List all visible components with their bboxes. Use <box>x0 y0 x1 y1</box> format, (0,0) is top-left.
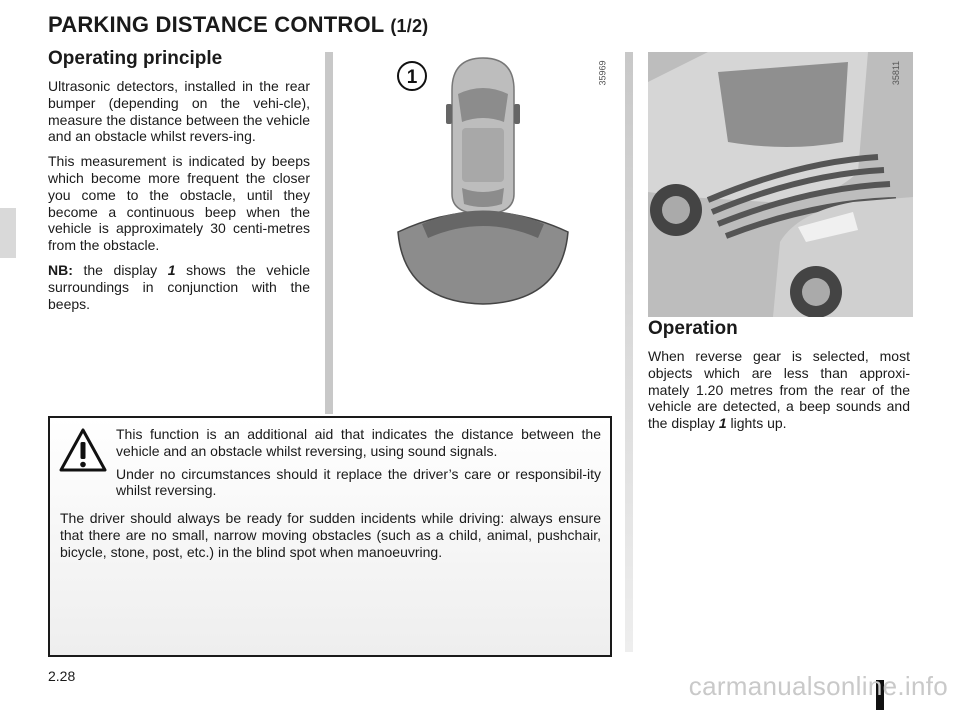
following-car-wheel-hub <box>802 278 830 306</box>
operation-text-after: lights up. <box>726 415 787 432</box>
warning-text-indented <box>116 426 601 505</box>
watermark: carmanualsonline.info <box>688 671 948 701</box>
callout-number: 1 <box>406 67 418 88</box>
column-divider-left <box>325 52 333 414</box>
page-title-suffix: (1/2) <box>390 16 429 36</box>
car-roof <box>462 128 504 182</box>
section-tab-marker <box>0 208 16 258</box>
page-title <box>48 12 428 38</box>
operation-display-ref: 1 <box>718 415 727 432</box>
nb-display-ref: 1 <box>167 261 176 278</box>
operating-principle-section <box>48 48 310 320</box>
warning-box <box>48 416 612 657</box>
operation-heading: Operation <box>648 318 738 339</box>
car-rear-wheel-hub <box>662 196 690 224</box>
warning-text-full <box>60 510 601 566</box>
page-title-text: PARKING DISTANCE CONTROL <box>48 12 385 37</box>
operating-principle-paragraph-2: This measurement is indicated by beeps which become more frequent the closer you come to the obstacle, until they become a continuous beep when the vehicle is approximately 30 centi-metres from the obstacle. <box>48 153 310 254</box>
car-windscreen <box>458 88 508 122</box>
page-number: 2.28 <box>48 668 76 684</box>
operation-text-before: When reverse gear is selected, most objects which are less than approxi-mately 1.20 metres from the rear of the vehicle are detected, a beep sounds and the display <box>648 348 910 432</box>
illustration-ref-code-2: 35811 <box>891 60 902 86</box>
nb-label: NB: <box>48 261 73 278</box>
warning-triangle-icon <box>58 426 108 476</box>
illustration-ref-code-1: 35969 <box>597 60 608 86</box>
operating-principle-paragraph-1: Ultrasonic detectors, installed in the rear bumper (depending on the vehi-cle), measure the distance between the vehicle and an obstacle whilst revers-ing. <box>48 78 310 145</box>
operation-section <box>648 318 910 440</box>
parking-display-illustration <box>340 52 620 362</box>
nb-text-before: the display <box>72 261 168 278</box>
warning-paragraph-1: This function is an additional aid that indicates the distance between the vehicle and an obstacle whilst reversing, using sound signals. <box>116 426 601 459</box>
column-divider-right <box>625 52 633 652</box>
car-mirror-right <box>514 104 520 124</box>
car-mirror-left <box>446 104 452 124</box>
operation-paragraph <box>648 348 910 432</box>
warning-paragraph-2: Under no circumstances should it replace the driver’s care or responsibil-ity whilst reversing. <box>116 465 601 499</box>
operating-principle-heading: Operating principle <box>48 48 223 69</box>
parking-display-graphic <box>340 52 620 362</box>
nb-note <box>48 262 310 312</box>
car-rear-sensor-illustration <box>648 52 913 317</box>
nb-text-after: shows the vehicle surroundings in conjunction with the beeps. <box>48 261 310 312</box>
car-rear-window <box>718 62 848 147</box>
warning-paragraph-3: The driver should always be ready for sudden incidents while driving: always ensure that there are no small, narrow moving obstacles (such as a child, animal, pushchair, bicycle, stone, post, etc.) in the blind spot when manoeuvring. <box>60 510 601 560</box>
car-rear-graphic <box>648 52 913 317</box>
